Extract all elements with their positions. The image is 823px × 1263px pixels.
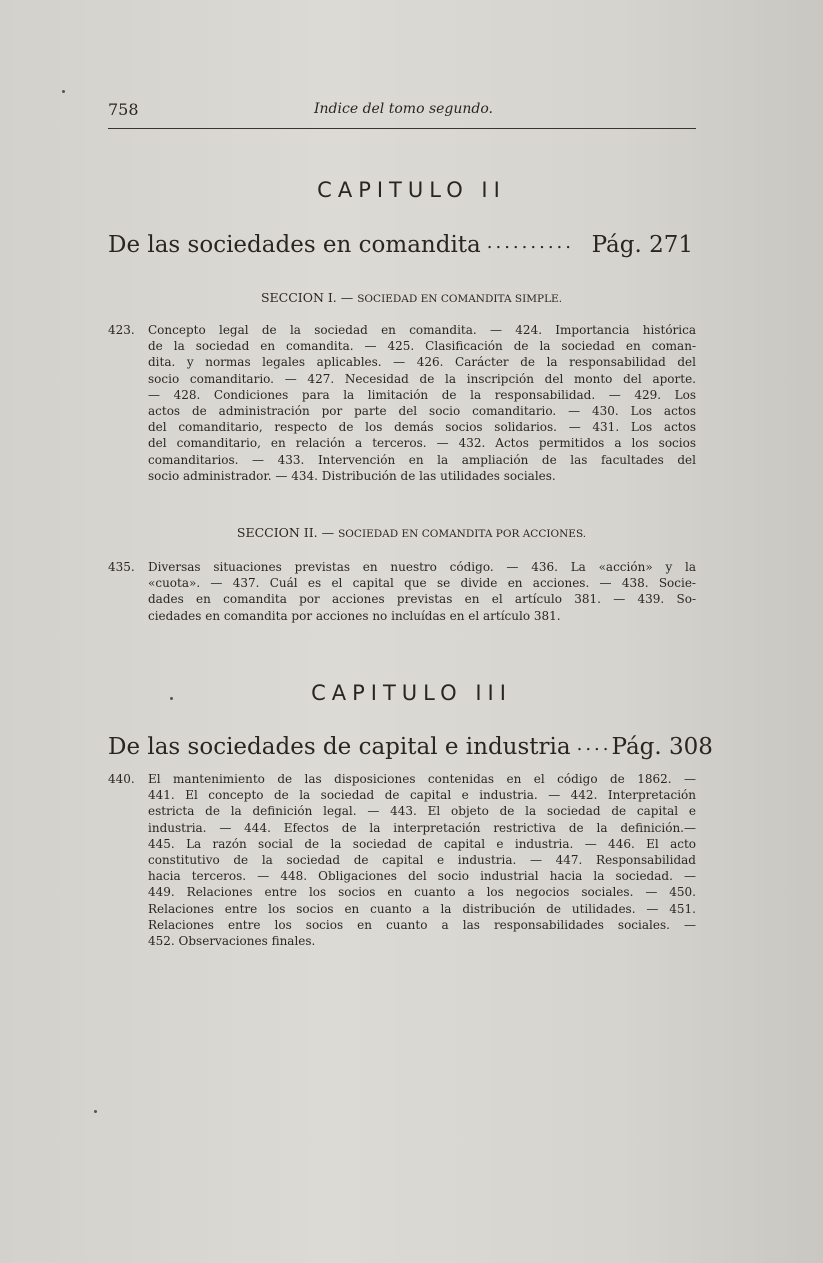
- chapter-title-2: [108, 232, 693, 258]
- text-line: Relaciones entre los socios en cuanto a las responsabilidades sociales. —: [148, 917, 696, 932]
- page-reference: Pág. 308: [611, 734, 713, 760]
- page-header: [108, 100, 696, 129]
- text-line: 445. La razón social de la sociedad de capital e industria. — 446. El acto: [148, 836, 696, 851]
- paragraph-section-2: [108, 559, 696, 624]
- chapter-title-3: [108, 734, 713, 760]
- section-label: SECCION I.: [260, 290, 337, 305]
- paragraph-number: 423.: [108, 323, 135, 337]
- text-line: socio administrador. — 434. Distribución de las utilidades sociales.: [148, 468, 556, 483]
- text-line: 449. Relaciones entre los socios en cuanto a los negocios sociales. — 450.: [148, 885, 696, 900]
- dot-leader: ....: [576, 734, 612, 755]
- chapter-title-text: De las sociedades en comandita: [108, 232, 481, 258]
- text-line: actos de administración por parte del socio comanditario. — 430. Los actos: [148, 403, 696, 418]
- text-line: hacia terceros. — 448. Obligaciones del socio industrial hacia la sociedad. —: [148, 869, 696, 884]
- text-line: 441. El concepto de la sociedad de capital e industria. — 442. Interpretación: [148, 788, 696, 803]
- paragraph-section-1: [108, 322, 696, 484]
- text-line: comanditarios. — 433. Intervención en la ampliación de las facultades del: [148, 452, 696, 467]
- text-line: El mantenimiento de las disposiciones contenidas en el código de 1862. —: [148, 772, 696, 786]
- text-line: Concepto legal de la sociedad en comandita. — 424. Importancia histórica: [148, 323, 696, 337]
- paragraph-number: 435.: [108, 560, 135, 574]
- text-line: Diversas situaciones previstas en nuestro código. — 436. La «acción» y la: [148, 560, 696, 574]
- paper-speck: [62, 90, 65, 93]
- text-line: dita. y normas legales aplicables. — 426. Carácter de la responsabilidad del: [148, 355, 696, 370]
- chapter-title-text: De las sociedades de capital e industria: [108, 734, 571, 760]
- text-line: del comanditario, respecto de los demás socios solidarios. — 431. Los actos: [148, 420, 696, 435]
- text-line: industria. — 444. Efectos de la interpretación restrictiva de la definición.—: [148, 820, 696, 835]
- section-heading-2: [0, 525, 823, 540]
- dot-leader: ..........: [486, 232, 574, 253]
- text-line: 452. Observaciones finales.: [148, 933, 316, 948]
- section-dash: —: [340, 290, 354, 305]
- paragraph-chapter-3: [108, 771, 696, 949]
- page-number: 758: [108, 100, 139, 119]
- text-line: constitutivo de la sociedad de capital e industria. — 447. Responsabilidad: [148, 852, 696, 867]
- chapter-heading-2: CAPITULO II: [317, 178, 506, 202]
- text-line: «cuota». — 437. Cuál es el capital que se divide en acciones. — 438. Socie-: [148, 576, 696, 591]
- running-title: Indice del tomo segundo.: [314, 101, 494, 117]
- section-title: SOCIEDAD EN COMANDITA SIMPLE.: [357, 293, 563, 305]
- text-line: Relaciones entre los socios en cuanto a la distribución de utilidades. — 451.: [148, 901, 696, 916]
- text-line: estricta de la definición legal. — 443. El objeto de la sociedad de capital e: [148, 804, 696, 819]
- text-line: del comanditario, en relación a terceros. — 432. Actos permitidos a los socios: [148, 436, 696, 451]
- section-heading-1: [0, 290, 823, 305]
- paper-speck: [170, 697, 173, 700]
- section-title: SOCIEDAD EN COMANDITA POR ACCIONES.: [338, 528, 587, 540]
- section-dash: —: [321, 525, 335, 540]
- text-line: dades en comandita por acciones previstas en el artículo 381. — 439. So-: [148, 592, 696, 607]
- text-line: — 428. Condiciones para la limitación de la responsabilidad. — 429. Los: [148, 387, 696, 402]
- section-label: SECCION II.: [236, 525, 318, 540]
- text-line: socio comanditario. — 427. Necesidad de la inscripción del monto del aporte.: [148, 371, 696, 386]
- paragraph-number: 440.: [108, 772, 135, 786]
- paper-speck: [94, 1110, 97, 1113]
- chapter-heading-3: CAPITULO III: [311, 681, 512, 705]
- text-line: ciedades en comandita por acciones no incluídas en el artículo 381.: [148, 608, 561, 623]
- page-reference: Pág. 271: [591, 232, 693, 258]
- text-line: de la sociedad en comandita. — 425. Clasificación de la sociedad en coman-: [148, 339, 696, 354]
